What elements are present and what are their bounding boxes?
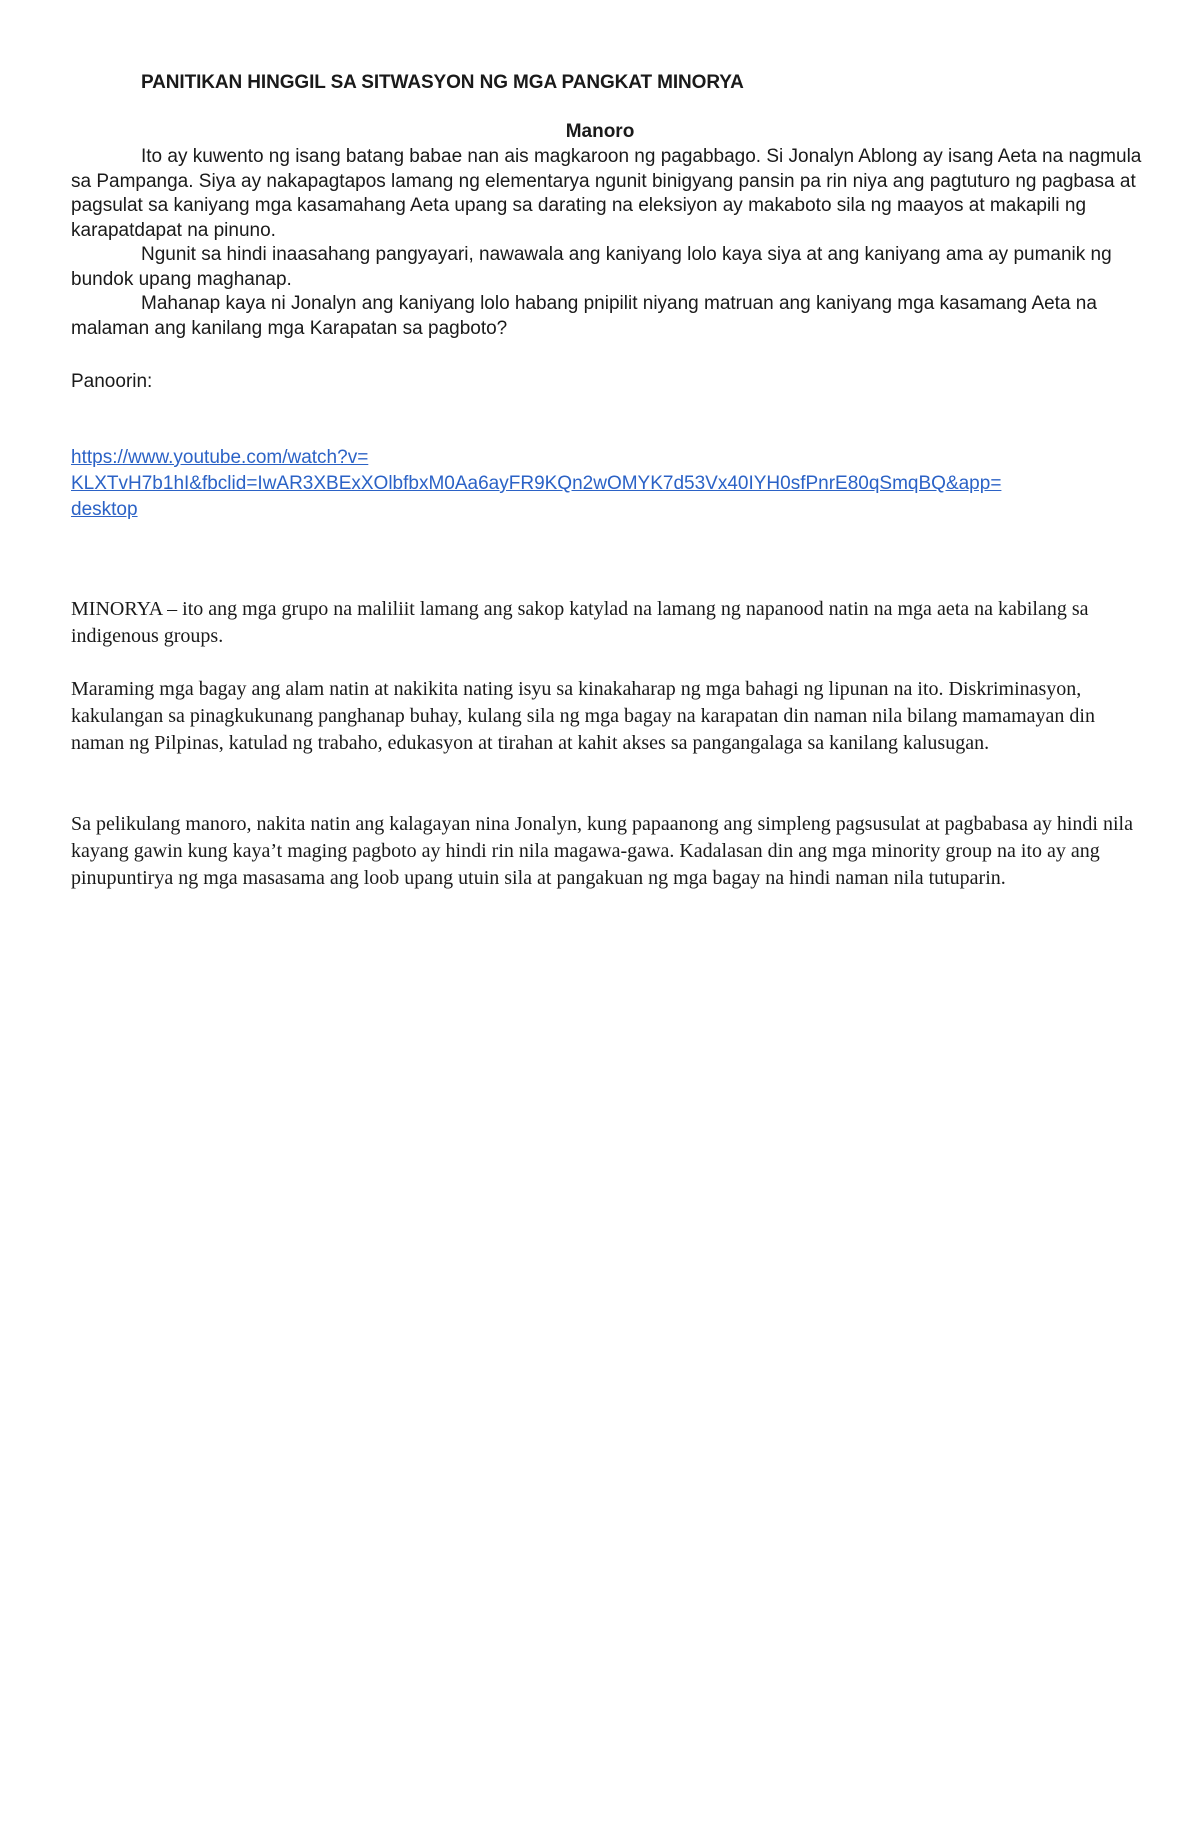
- panoorin-label: Panoorin:: [71, 371, 153, 392]
- body-paragraph: Maraming mga bagay ang alam natin at nakikita nating isyu sa kinakaharap ng mga bahagi ng lipunan na ito. Diskriminasyon, kakulangan sa pinagkukunang panghanap buhay, kulang sila ng mga bagay na karapatan din naman nila bilang mamamayan din naman ng Pilpinas, katulad ng trabaho, edukasyon at tirahan at kahit akses sa pangangalaga sa kanilang kalusugan.: [71, 678, 1095, 754]
- link-line: https://www.youtube.com/watch?v=: [71, 447, 369, 468]
- link-line: desktop: [71, 499, 138, 520]
- document-title: PANITIKAN HINGGIL SA SITWASYON NG MGA PANGKAT MINORYA: [141, 72, 744, 93]
- link-line: KLXTvH7b1hI&fbclid=IwAR3XBExXOlbfbxM0Aa6ayFR9KQn2wOMYK7d53Vx40IYH0sfPnrE80qSmqBQ&app=: [71, 473, 1002, 494]
- film-reflection-paragraph: [71, 811, 1151, 892]
- document-subtitle: Manoro: [565, 121, 635, 142]
- story-paragraph: Mahanap kaya ni Jonalyn ang kaniyang lolo habang pnipilit niyang matruan ang kaniyang mga kasamang Aeta na malaman ang kanilang mga Karapatan sa pagboto?: [71, 293, 1097, 339]
- story-summary: [71, 145, 1143, 341]
- story-paragraph: Ngunit sa hindi inaasahang pangyayari, nawawala ang kaniyang lolo kaya siya at ang kaniyang ama ay pumanik ng bundok upang maghanap.: [71, 244, 1112, 290]
- story-paragraph: Ito ay kuwento ng isang batang babae nan ais magkaroon ng pagabbago. Si Jonalyn Ablong ay isang Aeta na nagmula sa Pampanga. Siya ay nakapagtapos lamang ng elementarya ngunit binigyang pansin pa rin niya ang pagtuturo ng pagbasa at pagsulat sa kaniyang mga kasamahang Aeta upang sa darating na eleksiyon ay makaboto sila ng maayos at makapili ng karapatdapat na pinuno.: [71, 146, 1142, 241]
- body-paragraph: Sa pelikulang manoro, nakita natin ang kalagayan nina Jonalyn, kung papaanong ang simpleng pagsusulat at pagbabasa ay hindi nila kayang gawin kung kaya’t maging pagboto ay hindi rin nila magawa-gawa. Kadalasan din ang mga minority group na ito ay ang pinupuntirya ng mga masasama ang loob upang utuin sila at pangakuan ng mga bagay na hindi naman nila tutuparin.: [71, 813, 1133, 889]
- issues-paragraph: [71, 676, 1151, 757]
- youtube-video-link[interactable]: [71, 445, 1131, 523]
- minorya-definition: [71, 596, 1151, 650]
- body-paragraph: MINORYA – ito ang mga grupo na maliliit lamang ang sakop katylad na lamang ng napanood natin na mga aeta na kabilang sa indigenous groups.: [71, 598, 1089, 647]
